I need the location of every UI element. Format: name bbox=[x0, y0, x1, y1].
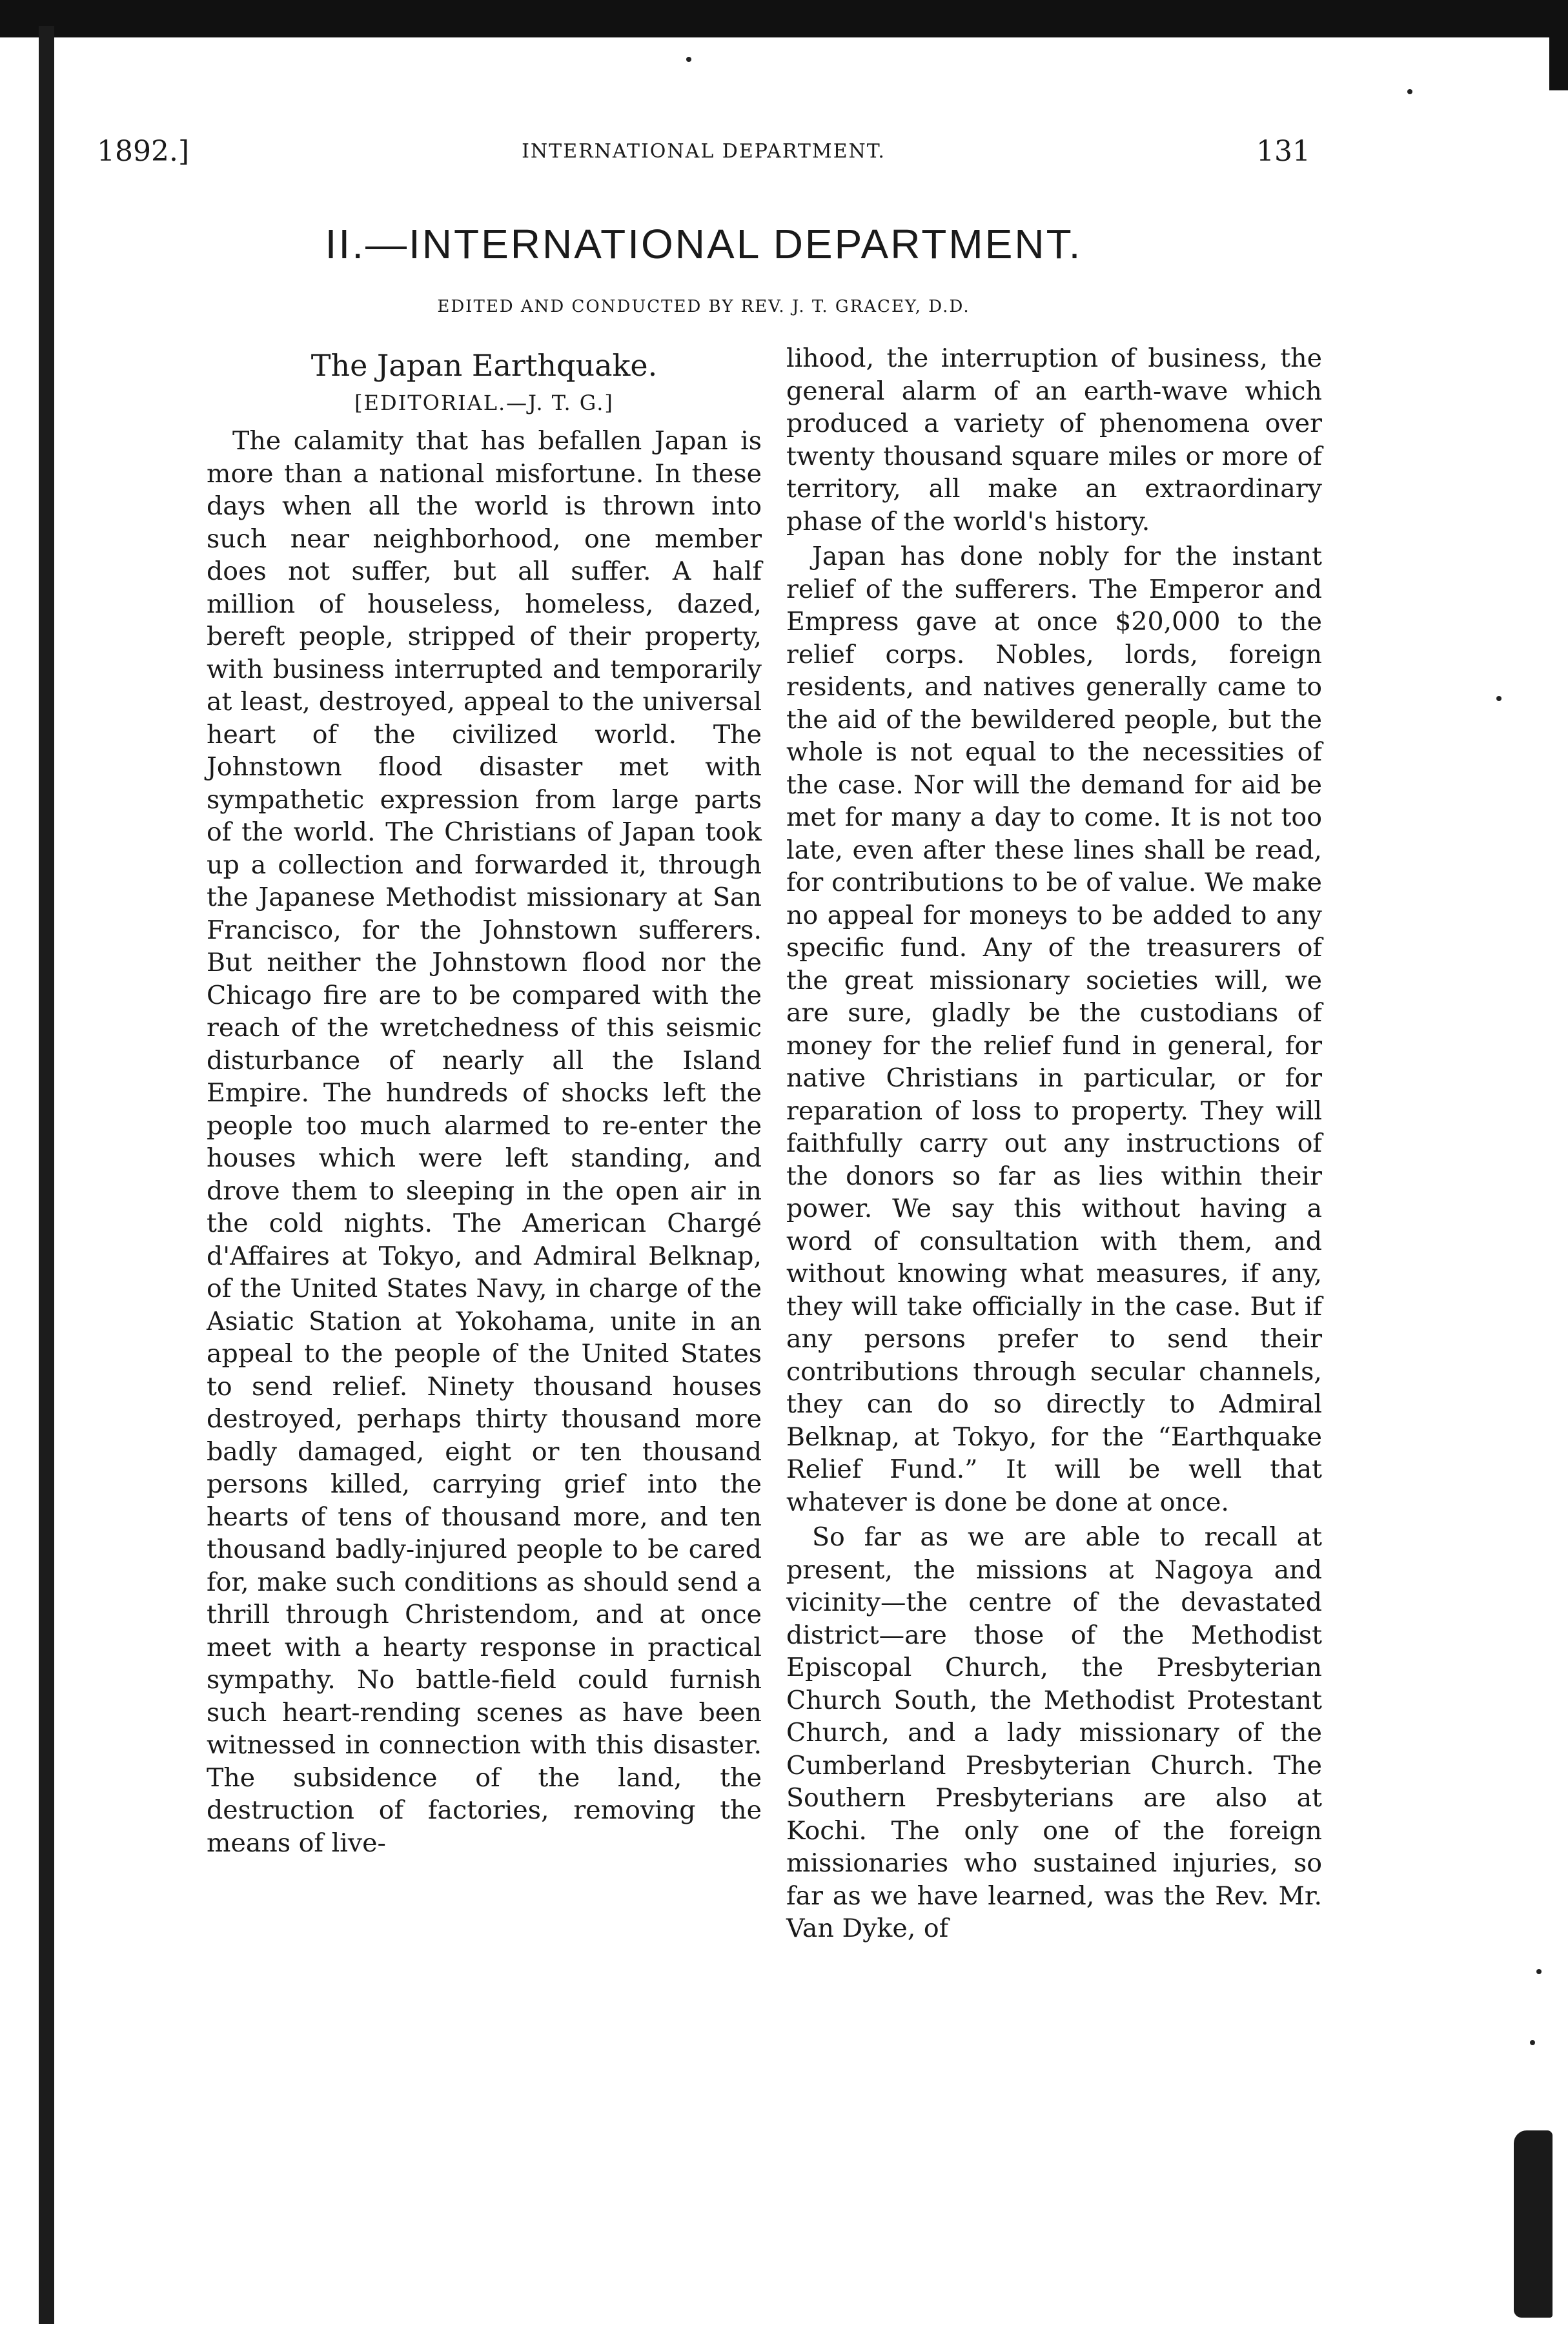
scan-speck bbox=[1407, 89, 1412, 94]
article-title: The Japan Earthquake. bbox=[311, 348, 658, 383]
scan-smudge bbox=[1514, 2130, 1553, 2318]
paragraph: Japan has done nobly for the instant relief of the sufferers. The Emperor and Empress gave at once $20,000 to the relief corps. Nobles, lords, foreign residents, and natives generally came to the aid of the bewildered people, but the whole is not equal to the necessities of the case. Nor will the demand for aid be met for many a day to come. It is not too late, even after these lines shall be read, for contributions to be of value. We make no appeal for moneys to be added to any specific fund. Any of the treasurers of the great missionary societies will, we are sure, gladly be the custodians of money for the relief fund in general, for native Christians in particular, or for reparation of loss to property. They will faithfully carry out any instructions of the donors so far as lies within their power. We say this without having a word of consultation with them, and without knowing what measures, if any, they will take officially in the case. But if any persons prefer to send their contributions through secular channels, they can do so directly to Admiral Belknap, at Tokyo, for the “Earthquake Relief Fund.” It will be well that whatever is done be done at once. bbox=[786, 542, 1322, 1517]
scan-speck bbox=[1496, 696, 1502, 701]
running-head-title: INTERNATIONAL DEPARTMENT. bbox=[522, 140, 886, 163]
running-head-year: 1892.] bbox=[97, 135, 190, 168]
paragraph: The calamity that has befallen Japan is more than a national misfortune. In these days when all the world is thrown into such near neighborhood, one member does not suffer, but all suffer. A half million of houseless, homeless, dazed, bereft people, stripped of their property, with business interrupted and temporarily at least, destroyed, appeal to the universal heart of the civilized world. The Johnstown flood disaster met with sympathetic expression from large parts of the world. The Christians of Japan took up a collection and forwarded it, through the Japanese Methodist missionary at San Francisco, for the Johnstown sufferers. But neither the Johnstown flood nor the Chicago fire are to be compared with the reach of the wretchedness of this seismic disturbance of nearly all the Island Empire. The hundreds of shocks left the people too much alarmed to re-enter the houses which were left standing, and drove them to sleeping in the open air in the cold nights. The American Chargé d'Affaires at Tokyo, and Admiral Belknap, of the United States Navy, in charge of the Asiatic Station at Yokohama, unite in an appeal to the people of the United States to send relief. Ninety thousand houses destroyed, perhaps thirty thousand more badly damaged, eight or ten thousand persons killed, carrying grief into the hearts of tens of thousand more, and ten thousand badly-injured people to be cared for, make such conditions as should send a thrill through Christendom, and at once meet with a hearty response in practical sympathy. No battle-field could furnish such heart-rending scenes as have been witnessed in connection with this disaster. The subsidence of the land, the destruction of factories, removing the means of live- bbox=[207, 426, 762, 1858]
scan-border-left bbox=[39, 26, 54, 2324]
scan-border-top bbox=[0, 0, 1568, 37]
scan-border-right bbox=[1549, 0, 1568, 90]
scan-speck bbox=[686, 57, 691, 62]
scan-speck bbox=[1536, 1969, 1542, 1974]
left-column bbox=[207, 342, 762, 1859]
paragraph: lihood, the interruption of business, the general alarm of an earth-wave which produced a variety of phenomena over twenty thousand square miles or more of territory, all make an extraordinary phase of the world's history. bbox=[786, 343, 1322, 536]
department-title: II.—INTERNATIONAL DEPARTMENT. bbox=[325, 221, 1083, 267]
page-number: 131 bbox=[1256, 135, 1310, 168]
running-head bbox=[97, 132, 1310, 171]
paragraph: So far as we are able to recall at present, the missions at Nagoya and vicinity—the centre of the devastated district—are those of the Methodist Episcopal Church, the Presbyterian Church South, the Methodist Protestant Church, and a lady missionary of the Cumberland Presbyterian Church. The Southern Presbyterians are also at Kochi. The only one of the foreign missionaries who sustained injuries, so far as we have learned, was the Rev. Mr. Van Dyke, of bbox=[786, 1522, 1322, 1943]
article-byline: [EDITORIAL.—J. T. G.] bbox=[354, 391, 614, 415]
scan-speck bbox=[1530, 2040, 1535, 2045]
right-column bbox=[786, 342, 1322, 1945]
editor-line: EDITED AND CONDUCTED BY REV. J. T. GRACEY, D.D. bbox=[437, 297, 970, 316]
